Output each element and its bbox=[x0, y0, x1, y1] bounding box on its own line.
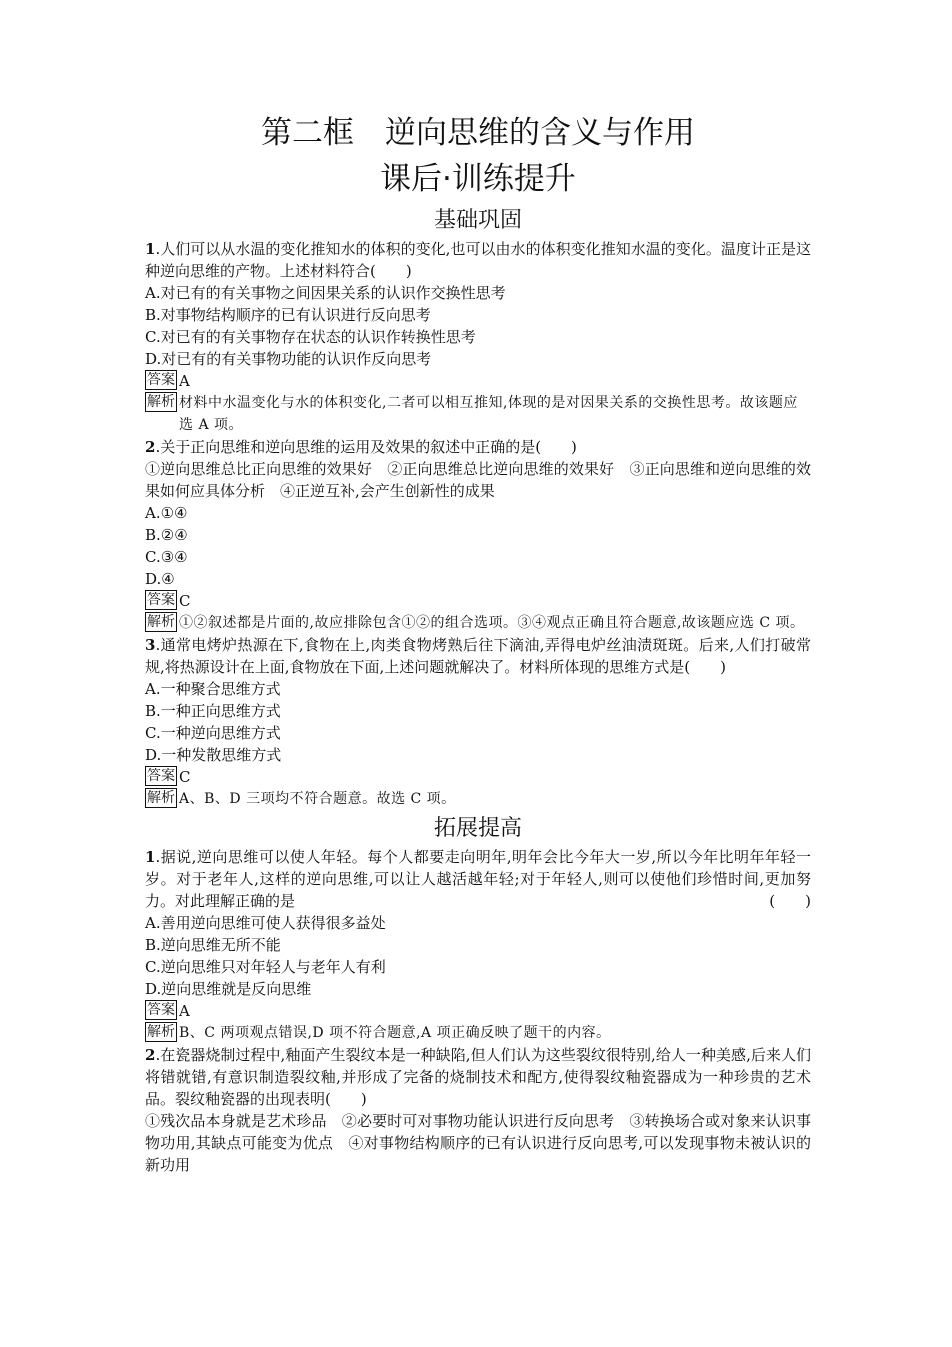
answer-line bbox=[145, 766, 811, 788]
option-a: A.①④ bbox=[145, 504, 188, 522]
question-text: .在瓷器烧制过程中,釉面产生裂纹本是一种缺陷,但人们认为这些裂纹很特别,给人一种美感,后来人们将错就错,有意识制造裂纹釉,并形成了完备的烧制技术和配方,使得裂纹釉瓷器成为一种珍贵的艺术品。裂纹釉瓷器的出现表明( ) bbox=[145, 1046, 811, 1108]
answer-blank: ( ) bbox=[769, 892, 811, 910]
option-c: C.逆向思维只对年轻人与老年人有利 bbox=[145, 958, 386, 976]
option-b: B.②④ bbox=[145, 526, 188, 544]
answer-tag: 答案 bbox=[147, 768, 175, 784]
option-c: C.③④ bbox=[145, 548, 188, 566]
explanation-tag: 解析 bbox=[147, 790, 175, 806]
question-stem bbox=[145, 238, 811, 282]
question-text: .人们可以从水温的变化推知水的体积的变化,也可以由水的体积变化推知水温的变化。温度计正是这种逆向思维的产物。上述材料符合( ) bbox=[145, 240, 811, 280]
section-heading-extended: 拓展提高 bbox=[433, 816, 522, 841]
answer-line bbox=[145, 1000, 811, 1022]
answer-line bbox=[145, 370, 811, 392]
option-c: C.对已有的有关事物存在状态的认识作转换性思考 bbox=[145, 328, 476, 346]
question-statements: ①逆向思维总比正向思维的效果好 ②正向思维总比逆向思维的效果好 ③正向思维和逆向思维的效果如何应具体分析 ④正逆互补,会产生创新性的成果 bbox=[145, 460, 811, 500]
explanation-line bbox=[145, 392, 811, 436]
document-page bbox=[145, 110, 811, 1176]
question-number: 2 bbox=[145, 1046, 156, 1064]
answer-line bbox=[145, 590, 811, 612]
answer-value: A bbox=[179, 372, 190, 390]
answer-value: C bbox=[179, 592, 191, 610]
option-b: B.对事物结构顺序的已有认识进行反向思考 bbox=[145, 306, 431, 324]
option-b: B.一种正向思维方式 bbox=[145, 702, 281, 720]
explanation-line bbox=[145, 788, 811, 810]
explanation-text: 材料中水温变化与水的体积变化,二者可以相互推知,体现的是对因果关系的交换性思考。故该题应选 A 项。 bbox=[179, 395, 798, 433]
option-a: A.一种聚合思维方式 bbox=[145, 680, 281, 698]
page-title: 第二框 逆向思维的含义与作用 bbox=[261, 115, 695, 151]
question-stem bbox=[145, 634, 811, 678]
answer-tag: 答案 bbox=[147, 372, 175, 388]
explanation-line bbox=[145, 1022, 811, 1044]
page-subtitle: 课后·训练提升 bbox=[380, 161, 576, 197]
question-number: 3 bbox=[145, 636, 156, 654]
answer-tag: 答案 bbox=[147, 1002, 175, 1018]
option-d: D.逆向思维就是反向思维 bbox=[145, 980, 312, 998]
option-c: C.一种逆向思维方式 bbox=[145, 724, 281, 742]
option-a: A.对已有的有关事物之间因果关系的认识作交换性思考 bbox=[145, 284, 506, 302]
option-b: B.逆向思维无所不能 bbox=[145, 936, 281, 954]
explanation-tag: 解析 bbox=[147, 1024, 175, 1040]
question-text: .关于正向思维和逆向思维的运用及效果的叙述中正确的是( ) bbox=[155, 438, 577, 456]
explanation-tag: 解析 bbox=[147, 394, 175, 410]
question-text: .通常电烤炉热源在下,食物在上,肉类食物烤熟后往下滴油,弄得电炉丝油渍斑斑。后来,人们打破常规,将热源设计在上面,食物放在下面,上述问题就解决了。材料所体现的思维方式是( ) bbox=[145, 636, 811, 676]
explanation-text: B、C 两项观点错误,D 项不符合题意,A 项正确反映了题干的内容。 bbox=[179, 1025, 611, 1041]
option-d: D.④ bbox=[145, 570, 175, 588]
option-a: A.善用逆向思维可使人获得很多益处 bbox=[145, 914, 386, 932]
answer-value: A bbox=[179, 1002, 190, 1020]
question-text: .据说,逆向思维可以使人年轻。每个人都要走向明年,明年会比今年大一岁,所以今年比明年年轻一岁。对于老年人,这样的逆向思维,可以让人越活越年轻;对于年轻人,则可以使他们珍惜时间,更加努力。对此理解正确的是 bbox=[145, 848, 811, 910]
explanation-text: A、B、D 三项均不符合题意。故选 C 项。 bbox=[179, 791, 456, 807]
question-stem bbox=[145, 436, 811, 458]
answer-value: C bbox=[179, 768, 191, 786]
option-d: D.一种发散思维方式 bbox=[145, 746, 282, 764]
question-stem bbox=[145, 846, 811, 912]
explanation-line bbox=[145, 612, 811, 634]
question-number: 1 bbox=[145, 240, 156, 258]
answer-tag: 答案 bbox=[147, 592, 175, 608]
section-heading-basic: 基础巩固 bbox=[433, 208, 522, 233]
explanation-text: ①②叙述都是片面的,故应排除包含①②的组合选项。③④观点正确且符合题意,故该题应选 C 项。 bbox=[179, 615, 805, 631]
question-stem bbox=[145, 1044, 811, 1110]
question-number: 1 bbox=[145, 848, 156, 866]
question-number: 2 bbox=[145, 438, 156, 456]
option-d: D.对已有的有关事物功能的认识作反向思考 bbox=[145, 350, 432, 368]
explanation-tag: 解析 bbox=[147, 614, 175, 630]
question-statements: ①残次品本身就是艺术珍品 ②必要时可对事物功能认识进行反向思考 ③转换场合或对象来认识事物功用,其缺点可能变为优点 ④对事物结构顺序的已有认识进行反向思考,可以发现事物未被认识的新功用 bbox=[145, 1112, 811, 1174]
